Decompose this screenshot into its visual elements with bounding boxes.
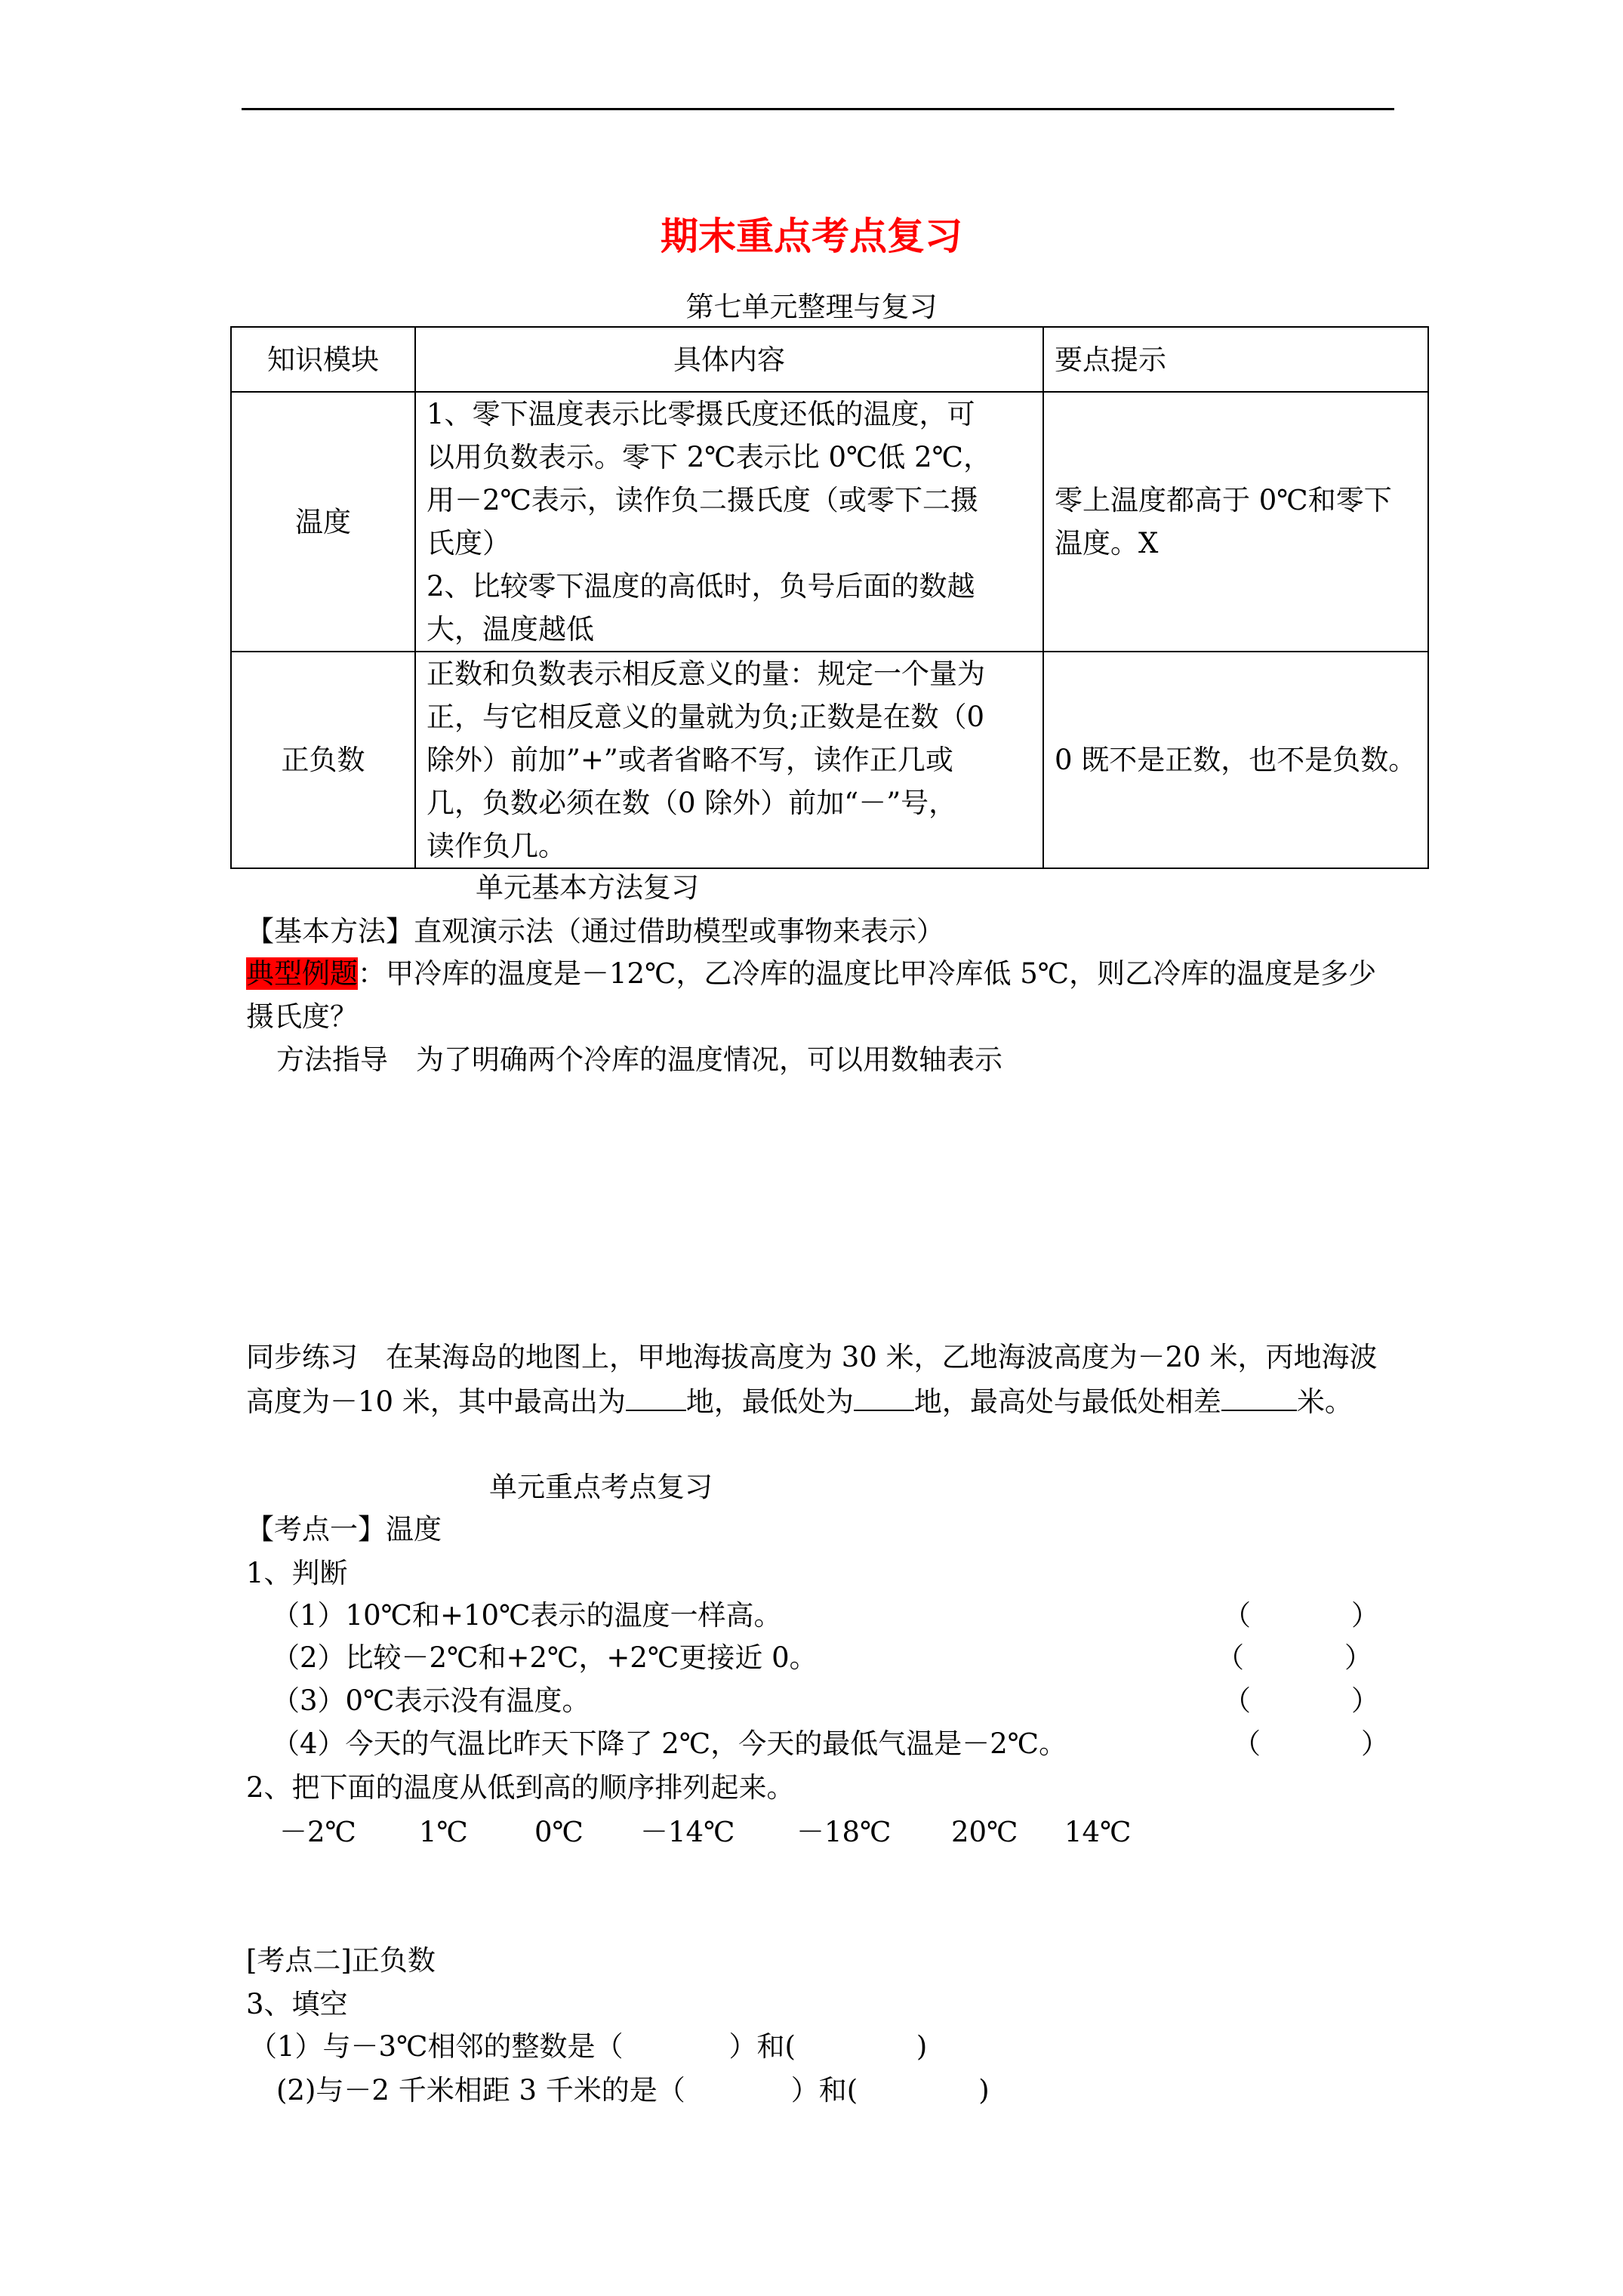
page-subtitle: 第七单元整理与复习 [685, 291, 938, 323]
example-label: 典型例题 [246, 957, 358, 990]
answer-blank[interactable] [854, 1387, 914, 1411]
content-line: 氏度） [427, 527, 510, 559]
answer-paren-open[interactable]: （ [1216, 1641, 1244, 1674]
content-line: 正，与它相反意义的量就为负;正数是在数（0 [427, 701, 985, 733]
content-line: 读作负几。 [427, 830, 566, 862]
fill-text: ) [978, 2074, 990, 2106]
content-line: 2、比较零下温度的高低时，负号后面的数越 [427, 570, 975, 603]
fill-text: （1）与－3℃相邻的整数是（ [249, 2030, 624, 2063]
table-row [231, 652, 1428, 868]
header-content: 具体内容 [415, 327, 1043, 392]
question-1: 1、判断 [246, 1557, 348, 1589]
tip-cell [1043, 652, 1428, 868]
answer-paren-open[interactable]: （ [1233, 1727, 1261, 1760]
method-heading: 单元基本方法复习 [476, 871, 699, 904]
knowledge-table [230, 326, 1429, 869]
example-text-cont: 摄氏度？ [246, 1000, 358, 1033]
content-line: 用－2℃表示，读作负二摄氏度（或零下二摄 [427, 484, 978, 516]
fill-text: ) [916, 2030, 928, 2063]
temp-value: 1℃ [419, 1816, 468, 1848]
judge-item: （3）0℃表示没有温度。 [272, 1684, 590, 1717]
method-guide: 方法指导 为了明确两个冷库的温度情况，可以用数轴表示 [276, 1043, 1002, 1076]
answer-paren-close: ） [1351, 1684, 1379, 1717]
answer-paren-close: ） [1361, 1727, 1389, 1760]
point-one: 【考点一】温度 [246, 1513, 442, 1546]
table-row [231, 392, 1428, 652]
answer-paren-close: ） [1351, 1599, 1379, 1632]
judge-item: （2）比较－2℃和+2℃，+2℃更接近 0。 [272, 1641, 818, 1674]
answer-blank[interactable] [1221, 1387, 1297, 1411]
practice-text: 地，最高处与最低处相差 [913, 1385, 1221, 1418]
temp-value: 0℃ [534, 1816, 584, 1848]
practice-line-2 [246, 1387, 1353, 1416]
table-header-row [231, 327, 1428, 392]
fill-text: ）和( [790, 2074, 858, 2106]
header-module: 知识模块 [231, 327, 415, 392]
judge-item: （1）10℃和+10℃表示的温度一样高。 [272, 1599, 782, 1632]
content-line: 1、零下温度表示比零摄氏度还低的温度，可 [427, 398, 975, 430]
example-text: ：甲冷库的温度是－12℃，乙冷库的温度比甲冷库低 5℃，则乙冷库的温度是多少 [358, 957, 1377, 990]
judge-item: （4）今天的气温比昨天下降了 2℃，今天的最低气温是－2℃。 [272, 1727, 1067, 1760]
tip-line: 0 既不是正数，也不是负数。 [1055, 744, 1417, 776]
answer-paren-open[interactable]: （ [1223, 1684, 1251, 1717]
temp-value: －2℃ [279, 1816, 356, 1848]
key-heading: 单元重点考点复习 [489, 1471, 713, 1503]
fill-item-1 [249, 2030, 928, 2063]
temp-value: －18℃ [796, 1816, 892, 1848]
answer-blank[interactable] [626, 1387, 686, 1411]
module-cell: 正负数 [231, 652, 415, 868]
page-title: 期末重点考点复习 [661, 214, 962, 258]
content-line: 几，负数必须在数（0 除外）前加“－”号， [427, 787, 957, 819]
module-cell: 温度 [231, 392, 415, 652]
tip-cell [1043, 392, 1428, 652]
temp-value: 20℃ [951, 1816, 1018, 1848]
example-line [246, 957, 1377, 990]
content-cell [415, 392, 1043, 652]
header-rule [242, 108, 1394, 110]
practice-text: 高度为－10 米，其中最高出为 [246, 1385, 626, 1418]
tip-line: 零上温度都高于 0℃和零下 [1055, 484, 1392, 516]
fill-text: (2)与－2 千米相距 3 千米的是（ [276, 2074, 685, 2106]
fill-text: ）和( [728, 2030, 796, 2063]
question-2: 2、把下面的温度从低到高的顺序排列起来。 [246, 1771, 795, 1804]
practice-text: 地，最低处为 [685, 1385, 854, 1418]
point-two: [考点二]正负数 [246, 1944, 436, 1977]
content-line: 以用负数表示。零下 2℃表示比 0℃低 2℃， [427, 441, 992, 473]
temp-value: 14℃ [1064, 1816, 1132, 1848]
answer-paren-open[interactable]: （ [1223, 1599, 1251, 1632]
fill-item-2 [276, 2076, 990, 2104]
tip-line: 温度。X [1055, 527, 1159, 559]
practice-line-1: 同步练习 在某海岛的地图上，甲地海拔高度为 30 米，乙地海波高度为－20 米，丙地海波 [246, 1341, 1378, 1373]
basic-method: 【基本方法】直观演示法（通过借助模型或事物来表示） [246, 915, 944, 948]
content-cell [415, 652, 1043, 868]
content-line: 除外）前加”+”或者省略不写，读作正几或 [427, 744, 953, 776]
question-3: 3、填空 [246, 1988, 348, 2020]
content-line: 大，温度越低 [427, 613, 594, 646]
practice-text: 米。 [1296, 1385, 1353, 1418]
answer-paren-close: ） [1344, 1641, 1372, 1674]
temp-value: －14℃ [640, 1816, 735, 1848]
header-tip: 要点提示 [1043, 327, 1428, 392]
content-line: 正数和负数表示相反意义的量：规定一个量为 [427, 658, 985, 690]
